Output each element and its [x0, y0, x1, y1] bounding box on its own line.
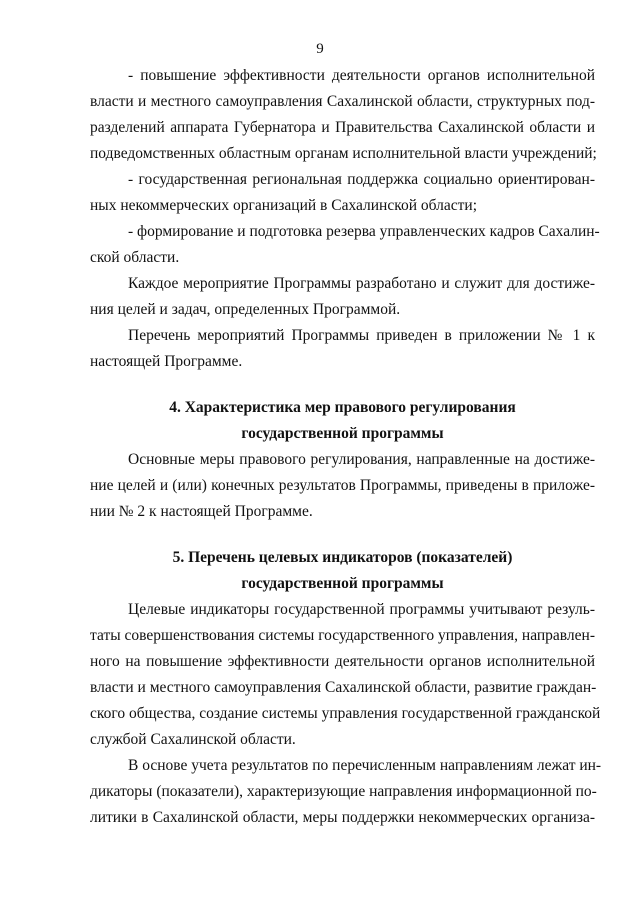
section-heading: государственной программы — [241, 575, 444, 592]
paragraph-line: ния целей и задач, определенных Программой. — [90, 301, 401, 318]
page-number: 9 — [316, 41, 324, 57]
section-heading: 5. Перечень целевых индикаторов (показателей) — [172, 549, 513, 566]
paragraph-line: Перечень мероприятий Программы приведен в приложении № 1 к — [128, 327, 595, 344]
section-heading: 4. Характеристика мер правового регулирования — [169, 399, 516, 416]
paragraph-line: разделений аппарата Губернатора и Правительства Сахалинской области и — [90, 119, 595, 136]
paragraph-line: Каждое мероприятие Программы разработано и служит для достиже- — [128, 275, 595, 292]
paragraph-line: дикаторы (показатели), характеризующие направления информационной по- — [90, 783, 597, 800]
paragraph-line: ного на повышение эффективности деятельности органов исполнительной — [90, 653, 595, 670]
paragraph-line: ние целей и (или) конечных результатов Программы, приведены в приложе- — [90, 477, 595, 494]
paragraph-line: власти и местного самоуправления Сахалинской области, структурных под- — [90, 93, 595, 110]
paragraph-line: Целевые индикаторы государственной программы учитывают резуль- — [128, 601, 595, 618]
paragraph-line: Основные меры правового регулирования, направленные на достиже- — [128, 451, 595, 468]
paragraph-line: таты совершенствования системы государственного управления, направлен- — [90, 627, 595, 644]
section-heading: государственной программы — [241, 425, 444, 442]
paragraph-line: - государственная региональная поддержка социально ориентирован- — [128, 171, 595, 188]
paragraph-line: литики в Сахалинской области, меры поддержки некоммерческих организа- — [90, 809, 595, 826]
paragraph-line: власти и местного самоуправления Сахалинской области, развитие граждан- — [90, 679, 597, 696]
paragraph-line: службой Сахалинской области. — [90, 731, 296, 748]
paragraph-line: подведомственных областным органам исполнительной власти учреждений; — [90, 145, 597, 162]
paragraph-line: - повышение эффективности деятельности органов исполнительной — [128, 67, 595, 84]
paragraph-line: нии № 2 к настоящей Программе. — [90, 503, 313, 520]
paragraph-line: ского общества, создание системы управления государственной гражданской — [90, 705, 601, 722]
paragraph-line: ской области. — [90, 249, 180, 266]
paragraph-line: настоящей Программе. — [90, 353, 243, 370]
paragraph-line: В основе учета результатов по перечисленным направлениям лежат ин- — [128, 757, 602, 774]
paragraph-line: ных некоммерческих организаций в Сахалинской области; — [90, 197, 478, 214]
paragraph-line: - формирование и подготовка резерва управленческих кадров Сахалин- — [128, 223, 600, 240]
